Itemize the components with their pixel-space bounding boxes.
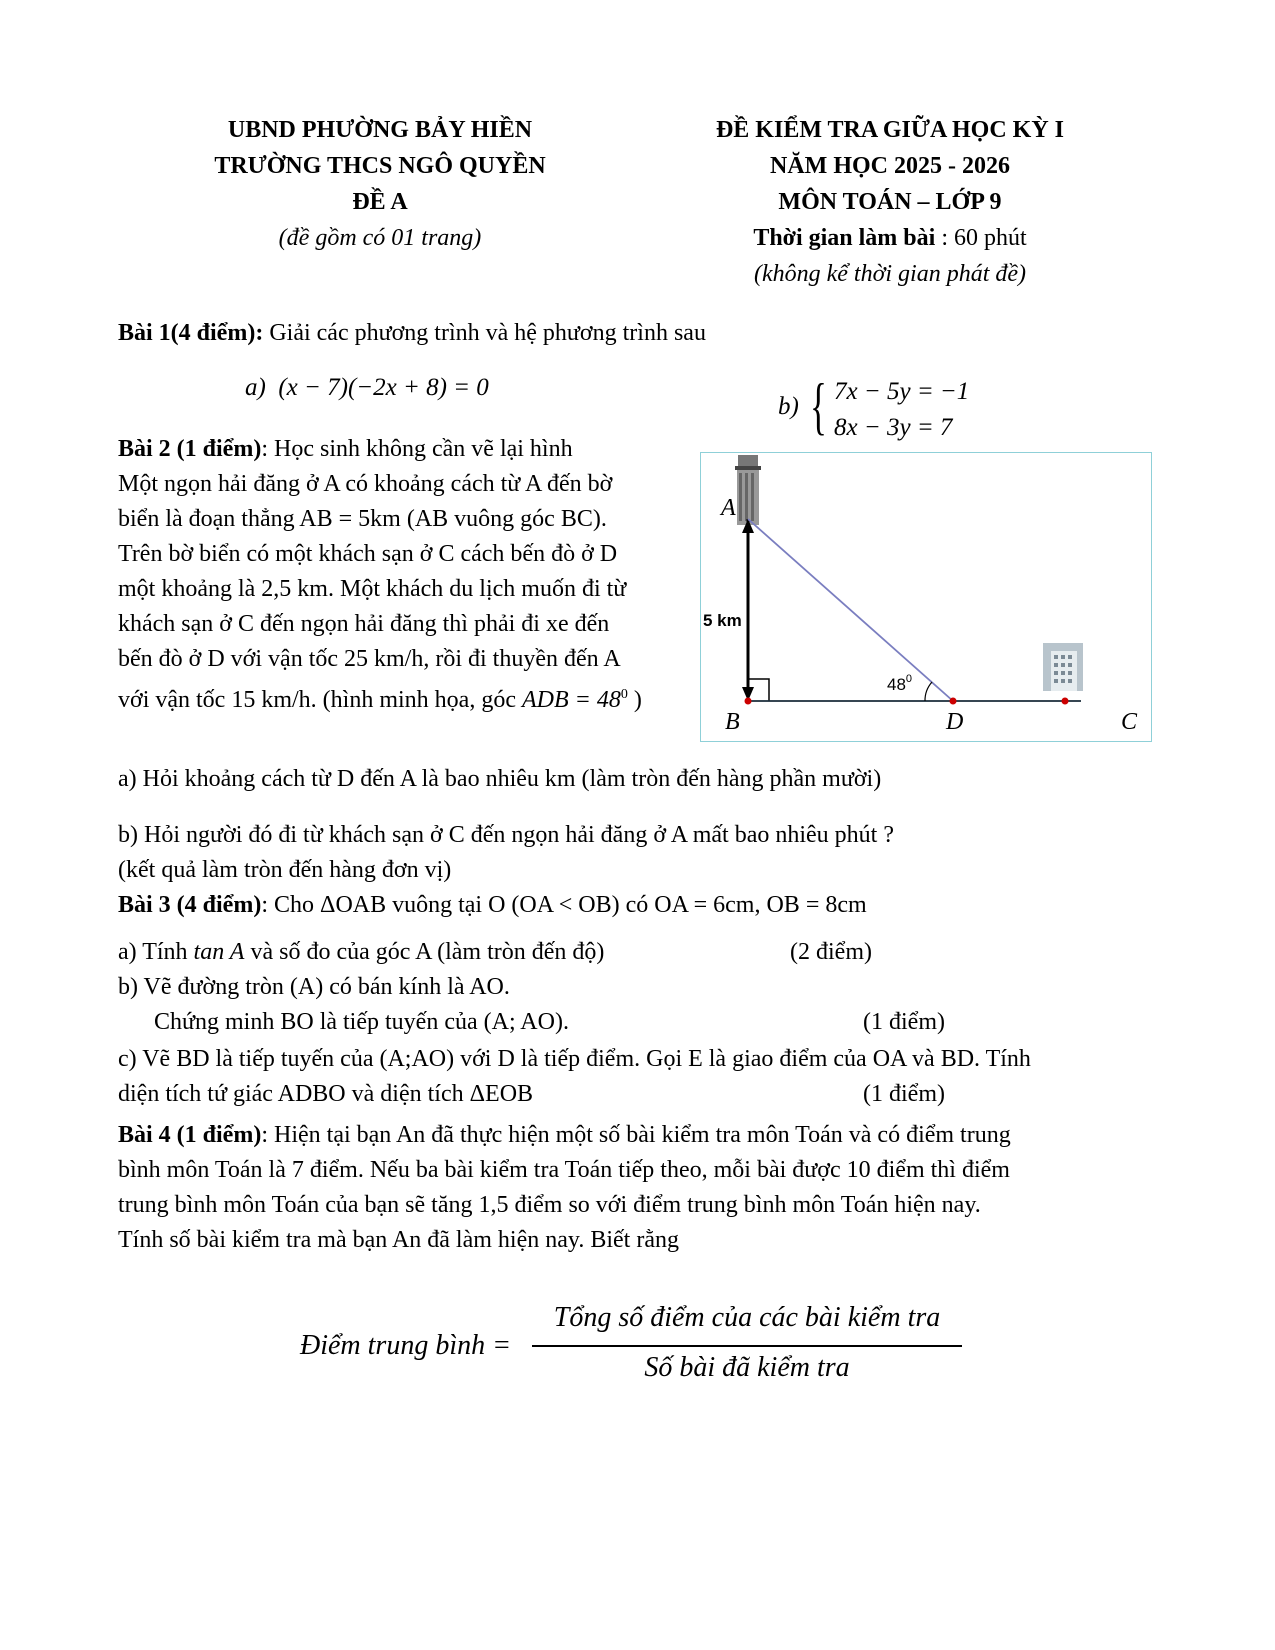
- bai2-question-b: b) Hỏi người đó đi từ khách sạn ở C đến ngọn hải đăng ở A mất bao nhiêu phút ?: [118, 822, 894, 848]
- figure-svg: [701, 453, 1150, 740]
- bai2-line-7: với vận tốc 15 km/h. (hình minh họa, góc: [118, 687, 522, 713]
- bai1-heading: [118, 316, 706, 351]
- fraction-bar: [532, 1345, 962, 1347]
- label-angle: [887, 673, 912, 694]
- time-value: : 60 phút: [935, 225, 1027, 251]
- bai1-a-label: a): [245, 374, 266, 401]
- bai2-question-b-note: (kết quả làm tròn đến hàng đơn vị): [118, 857, 452, 883]
- bai2-body: [118, 432, 642, 712]
- bai3-b-line-2: Chứng minh BO là tiếp tuyến của (A; AO).: [154, 1009, 569, 1035]
- label-angle-value: 48: [887, 675, 906, 694]
- formula-denominator: Số bài đã kiểm tra: [644, 1352, 850, 1383]
- bai3-title: Bài 3 (4 điểm): [118, 892, 262, 918]
- label-angle-degree: 0: [905, 673, 913, 685]
- bai3-body: [118, 888, 867, 923]
- bai2-line-2: biển là đoạn thẳng AB = 5km (AB vuông góc BC).: [118, 506, 607, 532]
- bai2-line-1: Một ngọn hải đăng ở A có khoảng cách từ A đến bờ: [118, 471, 613, 497]
- bai4-line-0: : Hiện tại bạn An đã thực hiện một số bài kiểm tra môn Toán và có điểm trung: [261, 1122, 1011, 1148]
- bai4-line-2: trung bình môn Toán của bạn sẽ tăng 1,5 điểm so với điểm trung bình môn Toán hiện nay.: [118, 1192, 981, 1218]
- bai3-b-line-1: b) Vẽ đường tròn (A) có bán kính là AO.: [118, 974, 510, 1000]
- bai3-b: [118, 970, 569, 1040]
- hotel-building-icon: [1043, 643, 1083, 691]
- bai2-question-a: a) Hỏi khoảng cách từ D đến A là bao nhiêu km (làm tròn đến hàng phần mười): [118, 766, 882, 792]
- bai3-intro: : Cho ΔOAB vuông tại O (OA < OB) có OA = 6cm, OB = 8cm: [261, 892, 867, 918]
- bai4-body: [118, 1118, 1011, 1258]
- time-note: (không kể thời gian phát đề): [753, 261, 1027, 287]
- label-d: D: [946, 709, 964, 735]
- bai2-qb: [118, 818, 894, 888]
- exam-version: ĐỀ A: [352, 189, 408, 215]
- formula-numerator: Tổng số điểm của các bài kiểm tra: [553, 1302, 941, 1333]
- bai1-b-label: [778, 391, 799, 424]
- bai2-line-6: bến đò ở D với vận tốc 25 km/h, rồi đi thuyền đến A: [118, 646, 621, 672]
- lighthouse-icon: [735, 455, 761, 525]
- bai3-c-line-2: diện tích tứ giác ADBO và diện tích ΔEOB: [118, 1081, 534, 1107]
- bai3-b-points-wrap: [863, 1005, 945, 1040]
- bai3-a-points: (2 điểm): [790, 939, 872, 965]
- lighthouse-figure: [700, 452, 1152, 742]
- page-count-note: (đề gồm có 01 trang): [278, 225, 482, 251]
- time-line: [640, 220, 1140, 256]
- point-c: [1062, 698, 1069, 705]
- bai1-b-label-text: b): [778, 393, 799, 420]
- bai2-title: Bài 2 (1 điểm): [118, 436, 262, 462]
- bai3-a-text: a) Tính: [118, 939, 194, 965]
- school-name: TRƯỜNG THCS NGÔ QUYỀN: [214, 153, 546, 179]
- bai1-text: Giải các phương trình và hệ phương trình sau: [263, 320, 706, 346]
- bai3-c-points: (1 điểm): [863, 1081, 945, 1107]
- angle-arc: [925, 682, 932, 701]
- bai3-b-points: (1 điểm): [863, 1009, 945, 1035]
- label-a: A: [721, 495, 736, 521]
- district-name: UBND PHƯỜNG BẢY HIỀN: [227, 117, 533, 143]
- header-left: [150, 112, 610, 256]
- exam-title: ĐỀ KIỂM TRA GIỮA HỌC KỲ I: [715, 117, 1065, 143]
- system-brace: {: [810, 370, 827, 441]
- angle-close: ): [627, 687, 642, 713]
- segment-ad: [748, 519, 953, 701]
- bai1-a: [245, 372, 489, 405]
- bai2-line-0: : Học sinh không cần vẽ lại hình: [261, 436, 573, 462]
- system-eq-1: 7x − 5y = −1: [834, 378, 970, 405]
- bai1-a-equation: (x − 7)(−2x + 8) = 0: [278, 374, 489, 401]
- bai3-a-rest: và số đo của góc A (làm tròn đến độ): [244, 939, 605, 965]
- label-b: B: [725, 709, 740, 735]
- bai2-line-4: một khoảng là 2,5 km. Một khách du lịch muốn đi từ: [118, 576, 627, 602]
- header-right: [640, 112, 1140, 292]
- bai3-a-tan: tan A: [193, 939, 245, 965]
- bai3-c-line-1: c) Vẽ BD là tiếp tuyến của (A;AO) với D là tiếp điểm. Gọi E là giao điểm của OA và BD. Tính: [118, 1046, 1031, 1072]
- school-year: NĂM HỌC 2025 - 2026: [770, 153, 1010, 179]
- bai3-c-points-wrap: [863, 1077, 945, 1112]
- bai4-line-3: Tính số bài kiểm tra mà bạn An đã làm hiện nay. Biết rằng: [118, 1227, 679, 1253]
- bai1-title: Bài 1(4 điểm):: [118, 320, 264, 346]
- label-length: 5 km: [703, 611, 742, 630]
- bai2-line-3: Trên bờ biển có một khách sạn ở C cách bến đò ở D: [118, 541, 618, 567]
- point-b: [745, 698, 752, 705]
- system-eq-2: 8x − 3y = 7: [834, 414, 953, 441]
- label-c: C: [1121, 709, 1138, 735]
- average-formula: [300, 1300, 980, 1390]
- bai4-line-1: bình môn Toán là 7 điểm. Nếu ba bài kiểm tra Toán tiếp theo, mỗi bài được 10 điểm thì điểm: [118, 1157, 1010, 1183]
- time-label: Thời gian làm bài: [753, 225, 936, 251]
- angle-expression: ADB = 48: [521, 687, 621, 713]
- bai4-title: Bài 4 (1 điểm): [118, 1122, 262, 1148]
- subject-grade: MÔN TOÁN – LỚP 9: [778, 189, 1002, 215]
- bai2-line-5: khách sạn ở C đến ngọn hải đăng thì phải đi xe đến: [118, 611, 610, 637]
- bai2-qa: [118, 762, 881, 797]
- point-d: [950, 698, 957, 705]
- bai3-a-points-wrap: [790, 935, 872, 970]
- bai3-a: [118, 935, 604, 970]
- angle-degree: 0: [620, 687, 628, 702]
- formula-lhs: Điểm trung bình =: [300, 1330, 511, 1361]
